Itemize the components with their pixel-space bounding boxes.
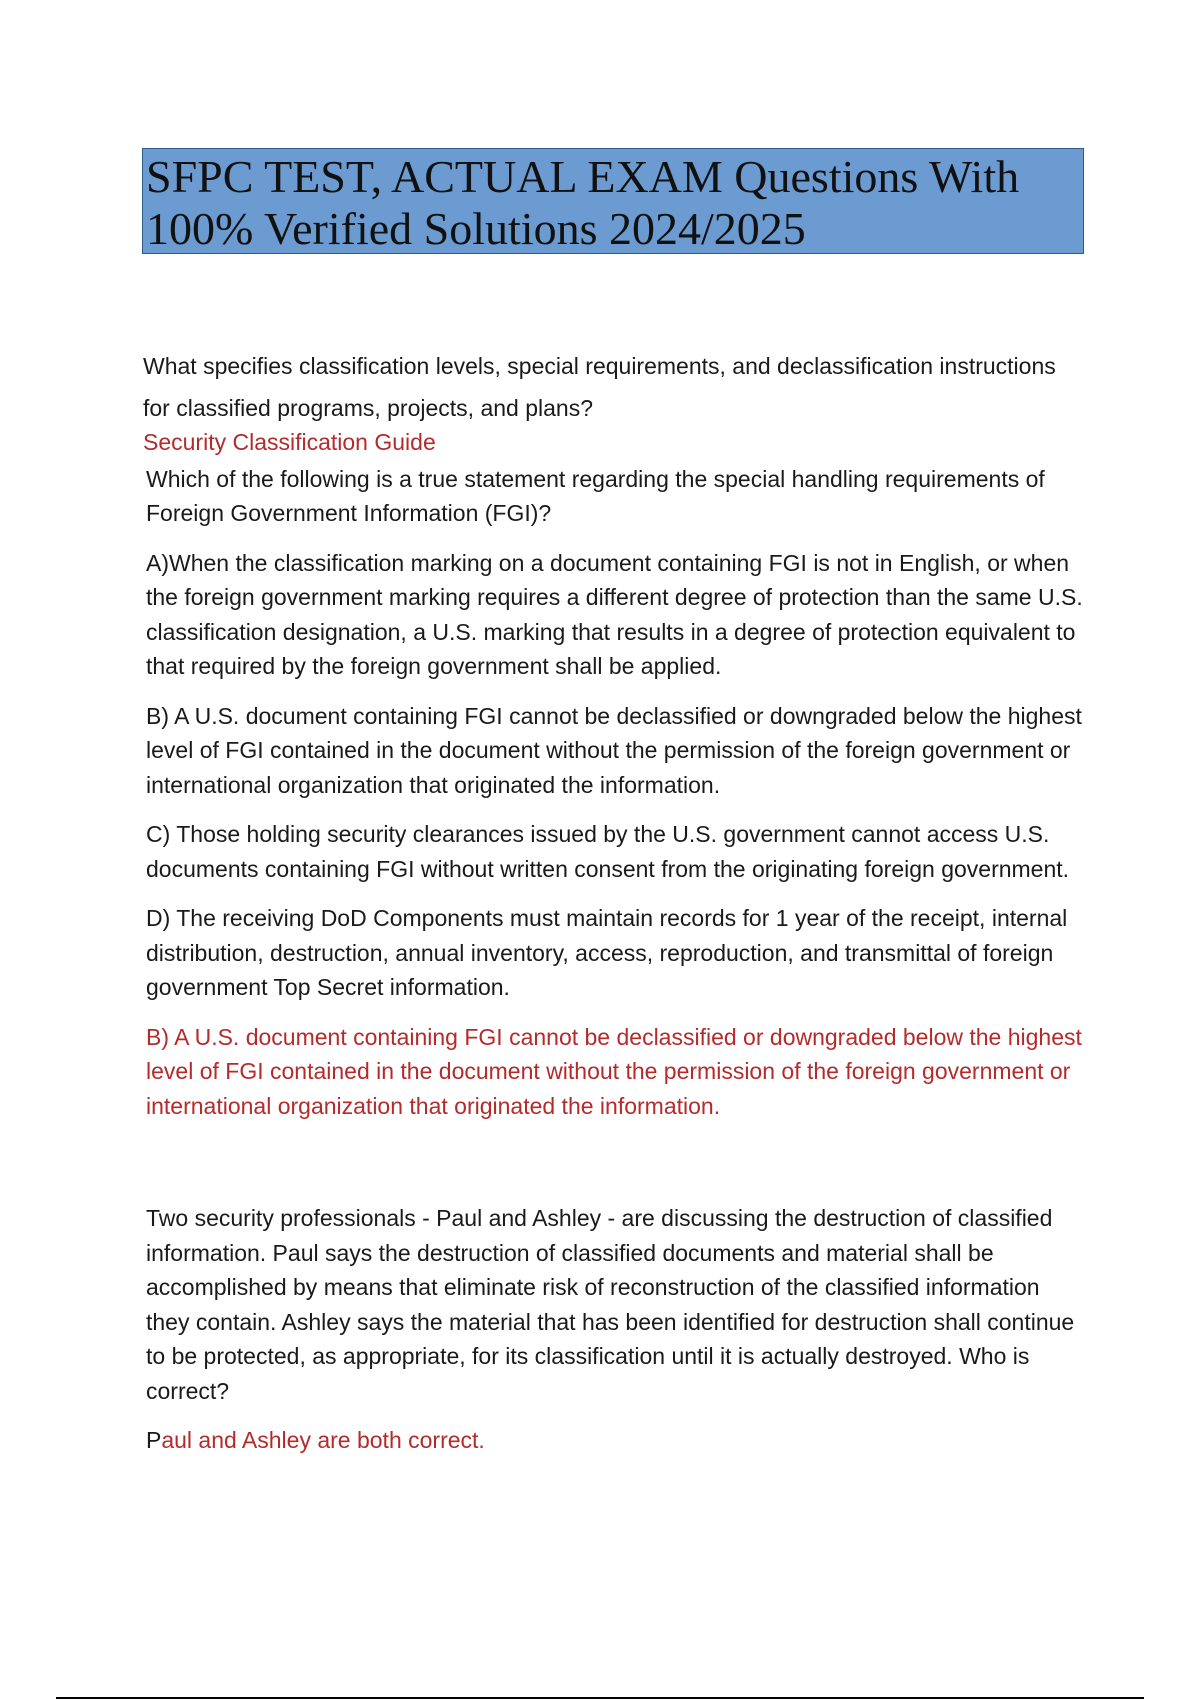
- question-1-text: What specifies classification levels, special requirements, and declassification instructions for classified programs, projects, and plans?: [143, 353, 1056, 421]
- answer-3-text: [146, 1423, 1083, 1458]
- option-c-text: C) Those holding security clearances issued by the U.S. government cannot access U.S. documents containing FGI without written consent from the originating foreign government.: [146, 821, 1070, 882]
- document-body: [143, 345, 1083, 1458]
- option-a-text: A)When the classification marking on a document containing FGI is not in English, or when the foreign government marking requires a different degree of protection than the same U.S. classification designation, a U.S. marking that results in a degree of protection equivalent to that required by the foreign government shall be applied.: [146, 549, 1083, 679]
- answer-1-text: Security Classification Guide: [143, 429, 436, 455]
- option-d-text: D) The receiving DoD Components must maintain records for 1 year of the receipt, internal distribution, destruction, annual inventory, access, reproduction, and transmittal of foreign government Top Secret information.: [146, 905, 1068, 1000]
- question-3-text: Two security professionals - Paul and Ashley - are discussing the destruction of classified information. Paul says the destruction of classified documents and material shall be accomplished by means that eliminate risk of reconstruction of the classified information they contain. Ashley says the material that has been identified for destruction shall continue to be protected, as appropriate, for its classification until it is actually destroyed. Who is correct?: [146, 1205, 1075, 1404]
- question-2-text: Which of the following is a true statement regarding the special handling requirements of Foreign Government Information (FGI)?: [146, 465, 1045, 526]
- answer-3-prefix: P: [146, 1427, 162, 1453]
- option-b-text: B) A U.S. document containing FGI cannot be declassified or downgraded below the highest level of FGI contained in the document without the permission of the foreign government or international organization that originated the information.: [146, 702, 1082, 798]
- footer-divider: [56, 1697, 1144, 1699]
- answer-2-text: B) A U.S. document containing FGI cannot be declassified or downgraded below the highest level of FGI contained in the document without the permission of the foreign government or international organization that originated the information.: [146, 1023, 1082, 1119]
- document-title: SFPC TEST, ACTUAL EXAM Questions With 100% Verified Solutions 2024/2025: [142, 148, 1084, 254]
- answer-3-rest: aul and Ashley are both correct.: [161, 1427, 485, 1453]
